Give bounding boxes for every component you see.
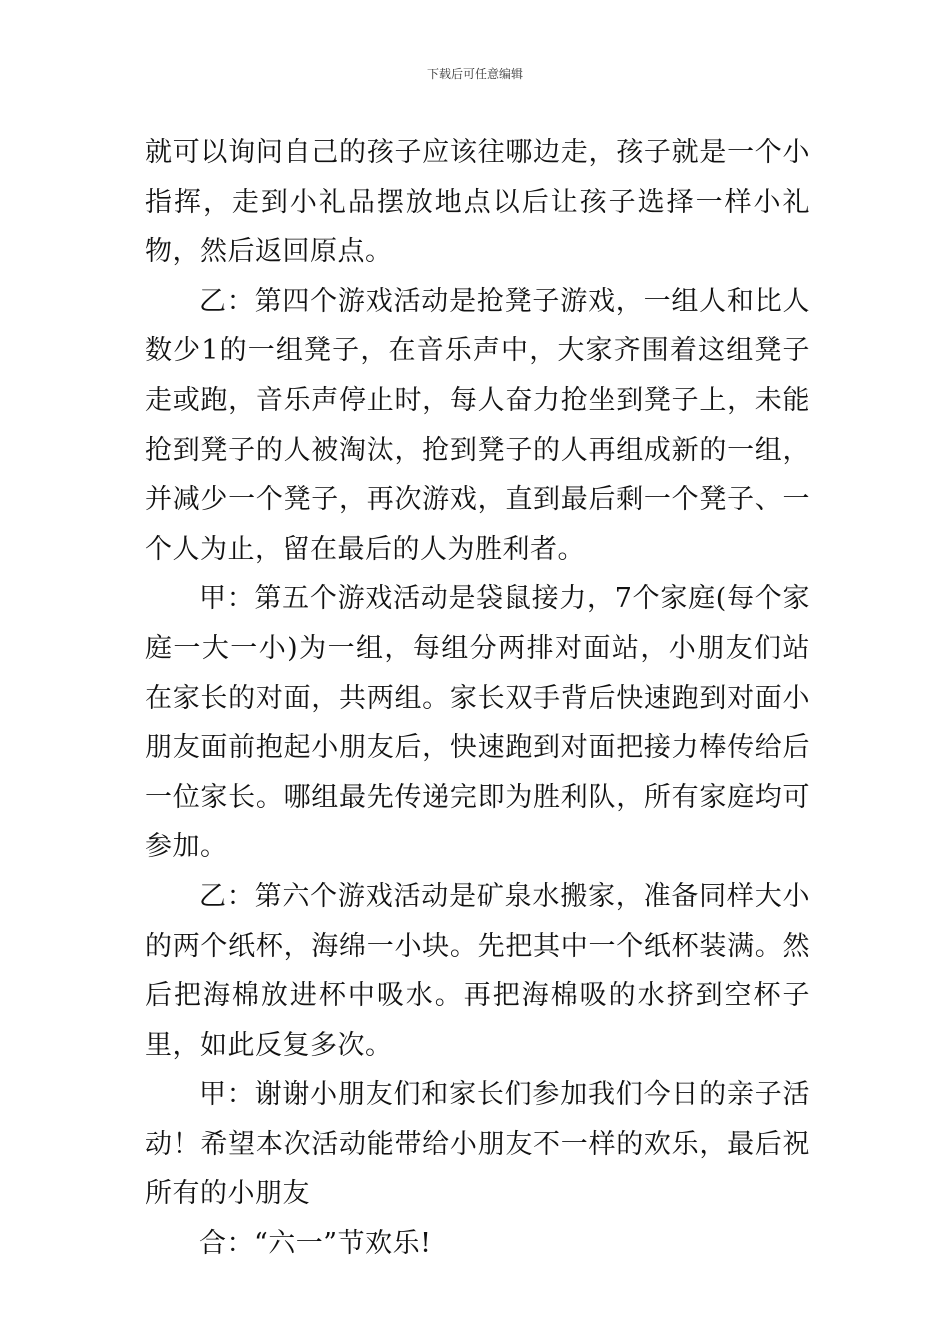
paragraph-5: 甲：谢谢小朋友们和家长们参加我们今日的亲子活动！希望本次活动能带给小朋友不一样的欢乐，最后祝所有的小朋友 — [145, 1079, 810, 1210]
paragraph-1: 就可以询问自己的孩子应该往哪边走，孩子就是一个小指挥，走到小礼品摆放地点以后让孩子选择一样小礼物，然后返回原点。 — [145, 137, 810, 268]
paragraph-6: 合：“六一”节欢乐! — [199, 1228, 432, 1260]
paragraph-2: 乙：第四个游戏活动是抢凳子游戏，一组人和比人数少1的一组凳子，在音乐声中，大家齐围着这组凳子走或跑，音乐声停止时，每人奋力抢坐到凳子上，未能抢到凳子的人被淘汰，抢到凳子的人再组成新的一组，并减少一个凳子，再次游戏，直到最后剩一个凳子、一个人为止，留在最后的人为胜利者。 — [145, 285, 810, 565]
paragraph-4: 乙：第六个游戏活动是矿泉水搬家，准备同样大小的两个纸杯，海绵一小块。先把其中一个纸杯装满。然后把海棉放进杯中吸水。再把海棉吸的水挤到空杯子里，如此反复多次。 — [145, 880, 810, 1061]
page-header: 下载后可任意编辑 — [426, 67, 523, 81]
document-body — [145, 128, 810, 1269]
paragraph-3: 甲：第五个游戏活动是袋鼠接力，7个家庭(每个家庭一大一小)为一组，每组分两排对面站，小朋友们站在家长的对面，共两组。家长双手背后快速跑到对面小朋友面前抱起小朋友后，快速跑到对面把接力棒传给后一位家长。哪组最先传递完即为胜利队，所有家庭均可参加。 — [145, 583, 810, 863]
